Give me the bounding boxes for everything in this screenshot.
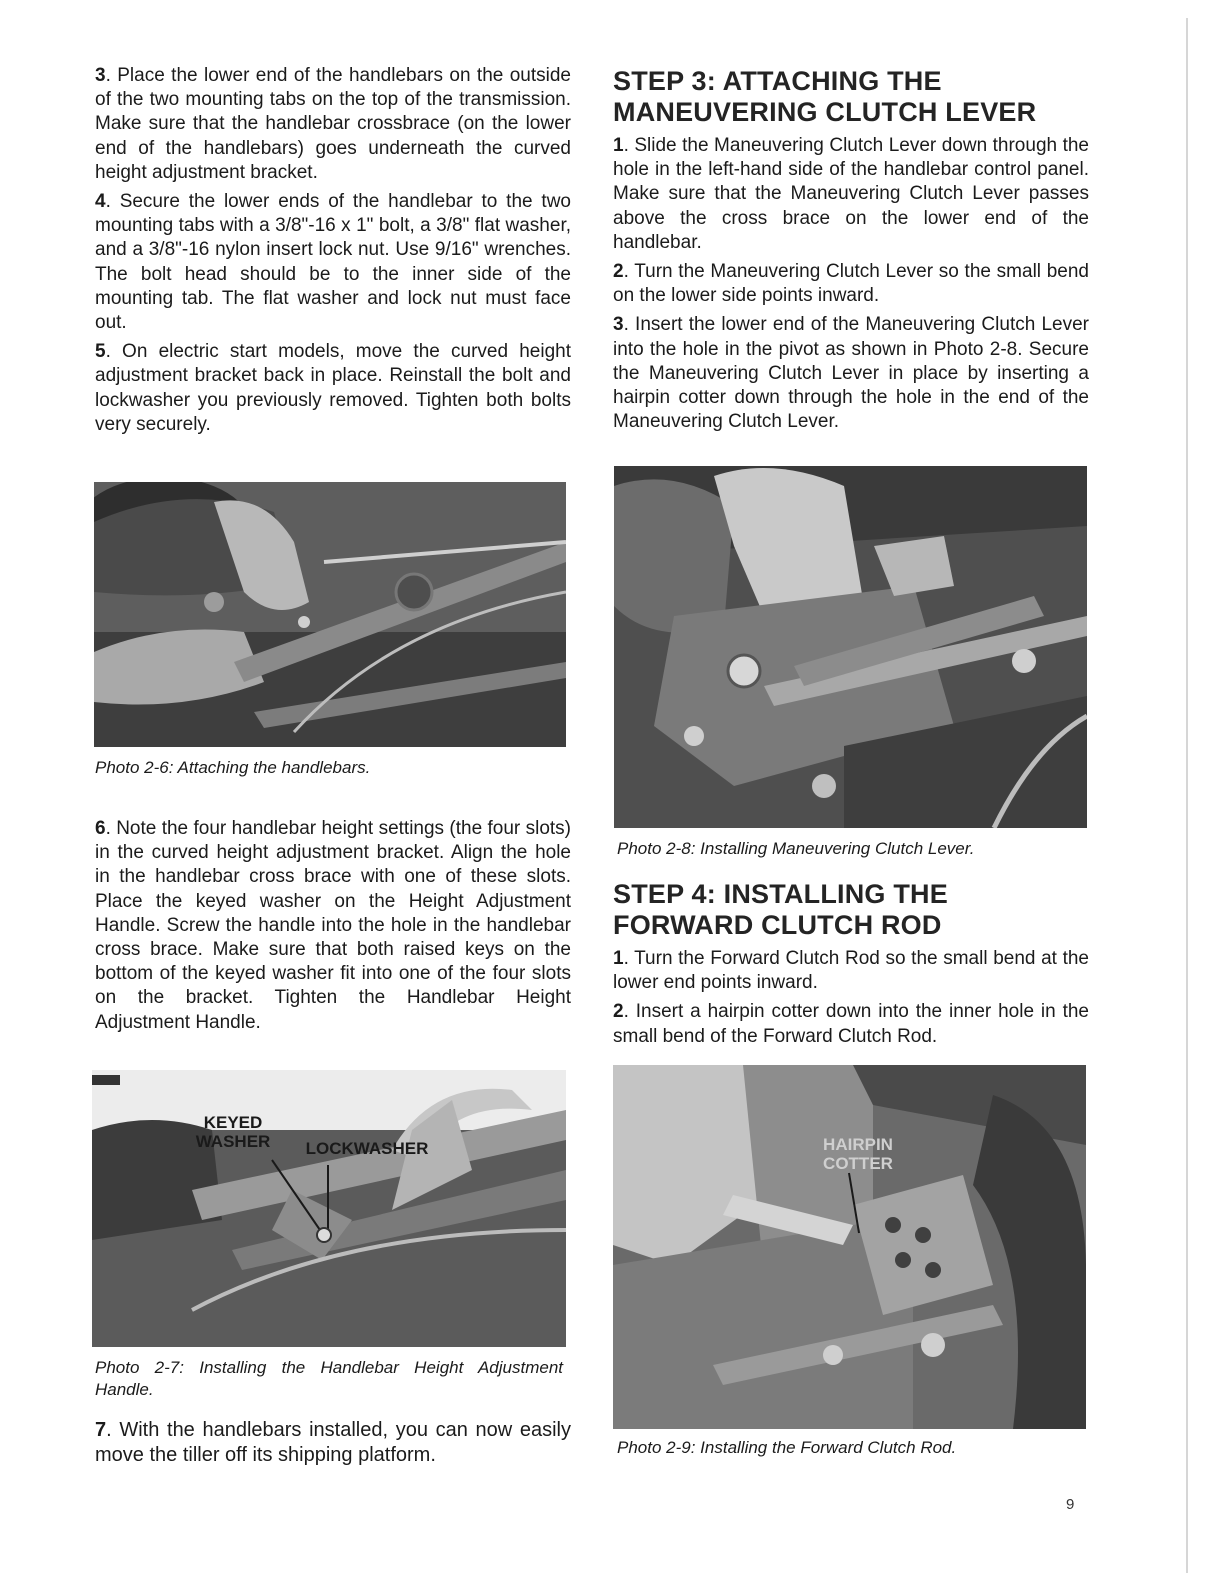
instruction-item-4: 4. Secure the lower ends of the handlebar to the two mounting tabs with a 3/8"-16 x 1" bolt, a 3/8" flat washer, and a 3/8"-16 nylon insert lock nut. Use 9/16" wrenches. The bolt head should be to the inner side of the mounting tab. The flat washer and lock nut must face out. (95, 191, 571, 334)
photo-2-8 (614, 466, 1087, 828)
photo-2-7-caption: Photo 2-7: Installing the Handlebar Height Adjustment Handle. (95, 1358, 563, 1399)
left-column-bottom (95, 1418, 571, 1473)
photo-2-8-caption: Photo 2-8: Installing Maneuvering Clutch Lever. (617, 839, 975, 858)
instruction-item-5: 5. On electric start models, move the curved height adjustment bracket back in place. Reinstall the bolt and lockwasher you previously removed. Tighten both bolts very securely. (95, 341, 571, 435)
photo-2-8-image (614, 466, 1087, 828)
photo-2-6-image (94, 482, 566, 747)
lockwasher-label: LOCKWASHER (305, 1139, 429, 1158)
right-column-middle (613, 879, 1089, 1054)
page-number: 9 (1066, 1496, 1075, 1513)
instruction-item-3: 3. Place the lower end of the handlebars on the outside of the two mounting tabs on the top of the transmission. Make sure that the handlebar crossbrace (on the lower end of the handlebars) goes underneath the curved height adjustment bracket. (95, 65, 571, 183)
instruction-item-6: 6. Note the four handlebar height settings (the four slots) in the curved height adjustment bracket. Align the hole in the handlebar cross brace with one of these slots. Place the keyed washer on the Height Adjustment Handle. Screw the handle into the hole in the handlebar cross brace. Make sure that both raised keys on the bottom of the keyed washer fit into one of the four slots on the bracket. Tighten the Handlebar Height Adjustment Handle. (95, 818, 571, 1033)
photo-2-9 (613, 1065, 1086, 1429)
left-column-middle (95, 817, 571, 1040)
photo-2-6 (94, 482, 566, 747)
step-3-heading: STEP 3: ATTACHING THE MANEUVERING CLUTCH LEVER (613, 66, 1037, 127)
step-4-item-1: 1. Turn the Forward Clutch Rod so the small bend at the lower end points inward. (613, 948, 1089, 994)
photo-2-6-caption: Photo 2-6: Attaching the handlebars. (95, 758, 371, 777)
photo-2-7 (92, 1070, 566, 1347)
page-edge-line (1186, 18, 1188, 1573)
instruction-item-7: 7. With the handlebars installed, you can now easily move the tiller off its shipping platform. (95, 1419, 571, 1466)
hairpin-cotter-label: HAIRPIN COTTER (823, 1135, 893, 1173)
step-3-item-1: 1. Slide the Maneuvering Clutch Lever down through the hole in the left-hand side of the handlebar control panel. Make sure that the Maneuvering Clutch Lever passes above the cross brace on the lower end of the handlebar. (613, 135, 1089, 253)
keyed-washer-label: KEYED WASHER (195, 1113, 271, 1151)
photo-2-9-caption: Photo 2-9: Installing the Forward Clutch Rod. (617, 1438, 957, 1457)
photo-2-7-image (92, 1070, 566, 1347)
photo-2-9-image (613, 1065, 1086, 1429)
step-4-heading: STEP 4: INSTALLING THE FORWARD CLUTCH ROD (613, 879, 948, 940)
step-4-item-2: 2. Insert a hairpin cotter down into the inner hole in the small bend of the Forward Clutch Rod. (613, 1001, 1089, 1047)
step-3-item-2: 2. Turn the Maneuvering Clutch Lever so the small bend on the lower side points inward. (613, 261, 1089, 307)
right-column-top (613, 66, 1089, 439)
step-3-item-3: 3. Insert the lower end of the Maneuvering Clutch Lever into the hole in the pivot as shown in Photo 2-8. Secure the Maneuvering Clutch Lever in place by inserting a hairpin cotter down through the hole in the end of the Maneuvering Clutch Lever. (613, 314, 1089, 433)
left-column-top (95, 64, 571, 442)
